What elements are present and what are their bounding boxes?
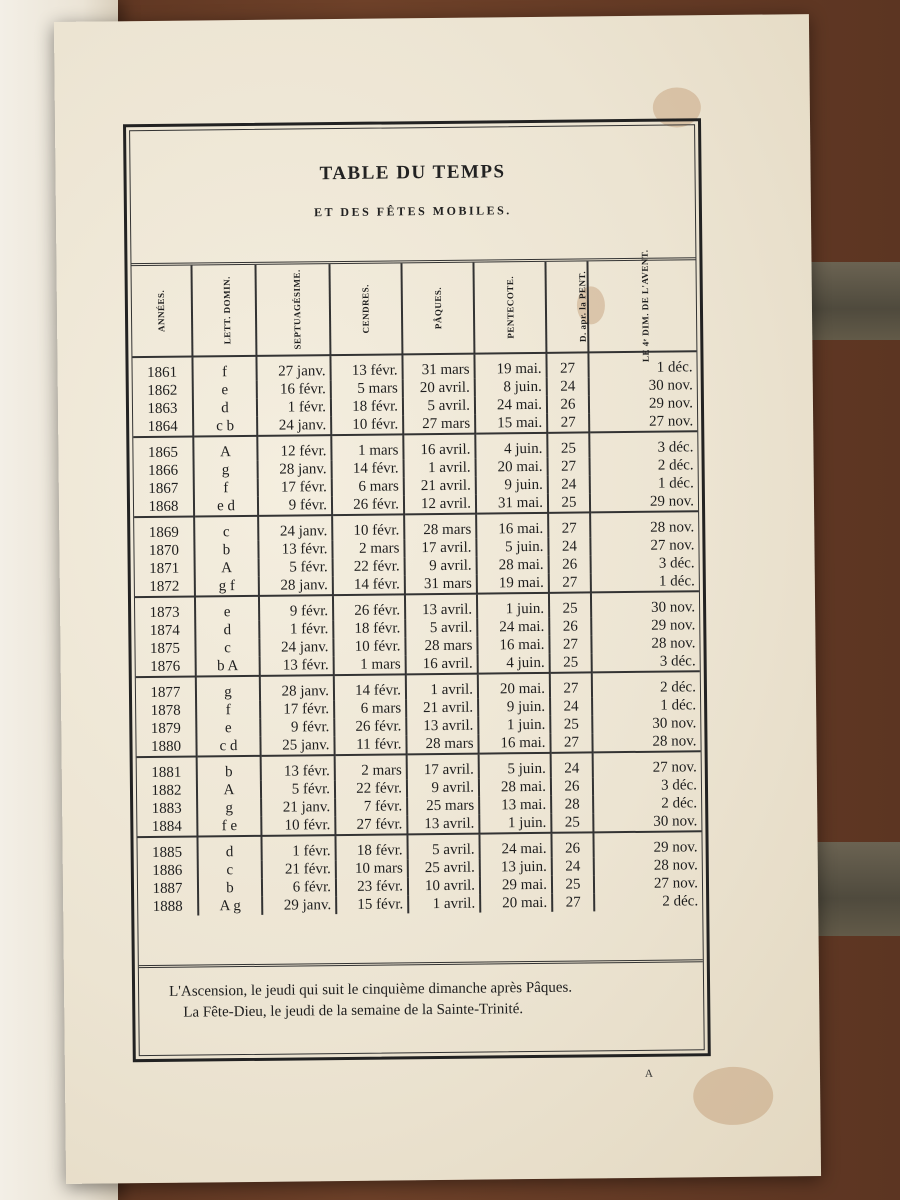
table-cell: 9 juin. xyxy=(478,698,550,717)
table-cell: d xyxy=(197,836,261,862)
table-cell: 1884 xyxy=(137,818,197,838)
table-cell: 25 xyxy=(549,592,591,617)
column-header: LETT. DOMIN. xyxy=(191,265,256,357)
table-cell: 26 xyxy=(549,617,591,635)
table-cell: c b xyxy=(193,417,257,437)
table-cell: 17 févr. xyxy=(258,478,332,497)
table-header xyxy=(130,125,695,266)
table-cell: 7 févr. xyxy=(335,797,407,816)
table-cell: 1 avril. xyxy=(404,459,476,478)
table-cell: b xyxy=(198,879,262,898)
table-cell: 1868 xyxy=(134,498,194,518)
table-cell: 21 avril. xyxy=(404,477,476,496)
signature-mark: A xyxy=(644,1067,653,1080)
table-cell: 1 déc. xyxy=(660,697,697,714)
table-cell: A xyxy=(195,559,259,578)
table-cell: 1 févr. xyxy=(261,835,335,861)
table-cell: 24 janv. xyxy=(259,638,333,657)
table-cell: b xyxy=(197,756,261,782)
table-cell: 9 juin. xyxy=(476,476,548,495)
table-cell: 25 xyxy=(552,875,594,893)
table-cell: 18 févr. xyxy=(331,397,403,416)
table-cell: 15 mai. xyxy=(475,414,547,434)
table-cell: 1 déc. xyxy=(656,359,693,376)
table-cell: 13 avril. xyxy=(405,594,477,620)
table-cell: 5 juin. xyxy=(479,753,551,779)
table-cell: b A xyxy=(196,657,260,677)
table-cell: 5 mars xyxy=(331,379,403,398)
table-cell: 31 mai. xyxy=(476,494,548,514)
table-cell: 1881 xyxy=(137,757,197,783)
table-cell: 27 xyxy=(550,733,592,752)
table-cell: f xyxy=(196,701,260,720)
table-cell: 29 nov. xyxy=(653,839,698,856)
table-cell: g xyxy=(194,461,258,480)
table-cell: 6 mars xyxy=(332,477,404,496)
table-cell: 29 mai. xyxy=(480,876,552,895)
table-cell: 13 mai. xyxy=(479,796,551,815)
table-cell: 25 avril. xyxy=(408,859,480,878)
table-cell: 1 févr. xyxy=(259,620,333,639)
table-cell: 28 janv. xyxy=(258,460,332,479)
table-cell: 24 mai. xyxy=(479,833,551,859)
table-cell: 1866 xyxy=(134,462,194,481)
table-cell: 21 févr. xyxy=(262,860,336,879)
table-cell: 28 mai. xyxy=(477,556,549,575)
table-cell: 31 mars xyxy=(402,354,474,380)
table-cell: 16 févr. xyxy=(257,380,331,399)
table-cell: 27 xyxy=(549,635,591,653)
table-cell: 1875 xyxy=(135,640,195,659)
table-cell: 24 xyxy=(550,697,592,715)
table-cell: A xyxy=(197,781,261,800)
table-cell: 28 nov. xyxy=(650,519,695,536)
table-cell: 1879 xyxy=(136,720,196,739)
table-cell: 19 mai. xyxy=(477,574,549,594)
table-cell: d xyxy=(195,621,259,640)
table-cell: 28 nov. xyxy=(651,635,696,652)
table-cell: 2 déc. xyxy=(661,795,698,812)
table-cell: 27 xyxy=(546,352,588,377)
table-cell: 1876 xyxy=(136,658,196,678)
table-cell: 1 juin. xyxy=(479,814,551,834)
table-cell: 27 nov. xyxy=(650,537,695,554)
table-cell: b xyxy=(194,541,258,560)
table-cell: 28 mars xyxy=(406,735,478,755)
table-cell: 28 mars xyxy=(404,514,476,540)
table-cell: 12 févr. xyxy=(257,435,331,461)
table-cell: 1874 xyxy=(135,622,195,641)
table-cell: 13 juin. xyxy=(480,858,552,877)
table-cell: 29 nov. xyxy=(651,617,696,634)
table-cell: 1869 xyxy=(134,517,194,543)
table-cell: 28 xyxy=(551,795,593,813)
table-cell: 1864 xyxy=(133,418,193,438)
table-cell: 31 mars xyxy=(405,575,477,595)
table-cell: 20 avril. xyxy=(403,379,475,398)
table-cell: 18 févr. xyxy=(333,619,405,638)
table-cell: g xyxy=(197,799,261,818)
table-cell: 10 févr. xyxy=(331,415,403,435)
table-cell: 25 xyxy=(550,653,592,672)
table-cell: 9 févr. xyxy=(258,496,332,516)
table-cell: A xyxy=(193,436,257,462)
table-cell: 24 janv. xyxy=(258,515,332,541)
table-cell: 27 xyxy=(550,672,592,697)
table-cell: 27 xyxy=(552,893,594,911)
table-cell: 30 nov. xyxy=(652,715,697,732)
fete-dieu-note: La Fête-Dieu, le jeudi de la semaine de la Sainte-Trinité. xyxy=(183,1001,524,1021)
table-cell: 1 déc. xyxy=(591,572,699,592)
table-cell: g xyxy=(196,676,260,702)
table-cell: 24 xyxy=(551,752,593,777)
table-cell: 17 févr. xyxy=(260,700,334,719)
table-cell: 9 févr. xyxy=(259,595,333,621)
table-cell: 21 janv. xyxy=(261,798,335,817)
table-cell: 2 mars xyxy=(332,539,404,558)
table-cell: 1 avril. xyxy=(408,895,480,914)
column-header: PENTECOTE. xyxy=(473,262,546,354)
table-cell: 1862 xyxy=(133,382,193,401)
table-cell: 28 nov. xyxy=(653,857,698,874)
table-cell: 25 xyxy=(551,813,593,832)
table-cell: f e xyxy=(197,817,261,837)
table-cell: 1867 xyxy=(134,480,194,499)
table-cell: c xyxy=(198,861,262,880)
table-cell: 1885 xyxy=(137,837,197,863)
table-cell: 10 mars xyxy=(336,859,408,878)
table-cell: 13 févr. xyxy=(260,656,334,676)
table-cell: 4 juin. xyxy=(478,654,550,674)
table-cell: 20 mai. xyxy=(478,673,550,699)
table-cell: 26 xyxy=(551,832,593,857)
column-header: LE 4ᵉ DIM. DE L'AVENT. xyxy=(587,260,696,352)
table-cell: 24 xyxy=(548,537,590,555)
table-cell: 16 mai. xyxy=(477,636,549,655)
table-cell: 14 févr. xyxy=(332,459,404,478)
table-cell: 27 nov. xyxy=(653,875,699,892)
table-cell: 28 janv. xyxy=(259,576,333,596)
table-cell: 25 xyxy=(547,432,589,457)
table-cell: 1880 xyxy=(136,738,196,758)
table-cell: 27 xyxy=(549,573,591,592)
table-cell: 28 mars xyxy=(405,637,477,656)
table-cell: 28 janv. xyxy=(260,675,334,701)
stain xyxy=(693,1067,774,1126)
table-cell: 3 déc. xyxy=(661,777,698,794)
table-cell: 16 mai. xyxy=(476,513,548,539)
table-cell: f xyxy=(192,356,256,382)
table-cell: e xyxy=(196,719,260,738)
ascension-note: L'Ascension, le jeudi qui suit le cinquième dimanche après Pâques. xyxy=(169,979,573,1000)
table-cell: 5 avril. xyxy=(403,397,475,416)
table-cell: 24 mai. xyxy=(477,618,549,637)
table-cell: 9 févr. xyxy=(260,718,334,737)
table-cell: 13 févr. xyxy=(330,354,402,380)
table-cell: 13 févr. xyxy=(261,755,335,781)
table-cell: c d xyxy=(196,737,260,757)
table-cell: 24 mai. xyxy=(475,396,547,415)
table-cell: 25 xyxy=(548,493,590,512)
table-cell: 1878 xyxy=(136,702,196,721)
table-cell: 24 xyxy=(547,377,589,395)
table-cell: d xyxy=(193,399,257,418)
table-cell: 10 févr. xyxy=(333,637,405,656)
column-header: PÂQUES. xyxy=(401,263,474,355)
book-page xyxy=(54,14,821,1184)
table-cell: 24 xyxy=(548,475,590,493)
table-cell: 28 mai. xyxy=(479,778,551,797)
table-cell: 13 avril. xyxy=(406,717,478,736)
table-cell: 6 mars xyxy=(334,699,406,718)
table-cell: 1872 xyxy=(135,578,195,598)
table-cell: 5 févr. xyxy=(261,780,335,799)
table-cell: 16 avril. xyxy=(403,434,475,460)
table-cell: 27 févr. xyxy=(335,815,407,835)
table-cell: 2 déc. xyxy=(657,457,694,474)
table-cell: 4 juin. xyxy=(475,433,547,459)
table-frame xyxy=(123,118,711,1062)
table-cell: 3 déc. xyxy=(658,555,695,572)
table-cell: 5 juin. xyxy=(476,538,548,557)
table-cell: 6 févr. xyxy=(262,878,336,897)
table-cell: 19 mai. xyxy=(474,353,546,379)
table-cell: 22 févr. xyxy=(335,779,407,798)
table-cell: 2 déc. xyxy=(660,679,697,696)
page-subtitle: ET DES FÊTES MOBILES. xyxy=(314,203,512,220)
table-cell: 16 mai. xyxy=(478,734,550,754)
table-cell: 1883 xyxy=(137,800,197,819)
table-cell: 1 mars xyxy=(331,434,403,460)
table-cell: 1861 xyxy=(132,357,192,383)
table-cell: f xyxy=(194,479,258,498)
table-cell: 26 févr. xyxy=(333,594,405,620)
table-cell: 23 févr. xyxy=(336,877,408,896)
column-header: D. apr. la PENT. xyxy=(545,261,588,352)
table-cell: 26 xyxy=(549,555,591,573)
table-cell: 27 janv. xyxy=(256,355,330,381)
table-cell: g f xyxy=(195,577,259,597)
table-cell: 26 xyxy=(547,395,589,413)
table-cell: 5 avril. xyxy=(407,834,479,860)
table-cell: 29 nov. xyxy=(590,492,698,512)
table-cell: 27 nov. xyxy=(589,412,697,432)
table-cell: 1 juin. xyxy=(477,593,549,619)
table-cell: 1887 xyxy=(138,880,198,899)
table-cell: 1 déc. xyxy=(657,475,694,492)
table-cell: 10 févr. xyxy=(332,514,404,540)
column-header: SEPTUAGÉSIME. xyxy=(255,264,330,356)
table-cell: 13 avril. xyxy=(407,815,479,835)
column-header: CENDRES. xyxy=(329,263,402,355)
table-cell: 10 avril. xyxy=(408,877,480,896)
table-cell: 14 févr. xyxy=(333,575,405,595)
table-cell: 20 mai. xyxy=(480,894,552,913)
table-cell: c xyxy=(195,639,259,658)
table-body xyxy=(132,351,702,916)
table-cell: 27 nov. xyxy=(652,759,697,776)
table-cell: 13 févr. xyxy=(258,540,332,559)
table-cell: 25 janv. xyxy=(260,736,334,756)
table-cell: e xyxy=(193,381,257,400)
table-cell: 11 févr. xyxy=(334,735,406,755)
table-cell: 1886 xyxy=(138,862,198,881)
table-cell: 1 juin. xyxy=(478,716,550,735)
table-cell: 1873 xyxy=(135,597,195,623)
table-cell: 26 xyxy=(551,777,593,795)
table-cell: 2 déc. xyxy=(662,893,699,910)
table-cell: 21 avril. xyxy=(406,699,478,718)
table-cell: 26 févr. xyxy=(334,717,406,736)
table-cell: 20 mai. xyxy=(476,458,548,477)
table-cell: 30 nov. xyxy=(648,377,693,394)
table-cell: 25 xyxy=(550,715,592,733)
table-cell: 16 avril. xyxy=(406,655,478,675)
table-cell: 26 févr. xyxy=(332,495,404,515)
table-cell: 17 avril. xyxy=(404,539,476,558)
table-cell: 1888 xyxy=(138,898,198,917)
table-cell: 22 févr. xyxy=(333,557,405,576)
table-cell: 10 févr. xyxy=(261,816,335,836)
table-cell: e xyxy=(195,596,259,622)
column-header: ANNÉES. xyxy=(131,266,192,358)
table-cell: 28 nov. xyxy=(592,732,700,752)
table-cell: c xyxy=(194,516,258,542)
table-cell: 9 avril. xyxy=(407,779,479,798)
table-cell: 24 janv. xyxy=(257,416,331,436)
table-cell: 9 avril. xyxy=(405,557,477,576)
page-title: TABLE DU TEMPS xyxy=(319,161,506,185)
table-cell: 24 xyxy=(552,857,594,875)
table-cell: 15 févr. xyxy=(336,895,408,914)
table-cell: 25 mars xyxy=(407,797,479,816)
table-cell: 3 déc. xyxy=(657,439,694,456)
table-cell: 2 mars xyxy=(335,754,407,780)
movable-feasts-table xyxy=(131,249,702,916)
table-cell: 1870 xyxy=(134,542,194,561)
table-cell: A g xyxy=(198,897,262,916)
footer-notes xyxy=(139,959,704,1055)
table-cell: 5 févr. xyxy=(259,558,333,577)
table-cell: 18 févr. xyxy=(335,834,407,860)
table-cell: 12 avril. xyxy=(404,495,476,515)
table-cell: 17 avril. xyxy=(407,754,479,780)
table-cell: 1 mars xyxy=(334,655,406,675)
table-cell: 1877 xyxy=(136,677,196,703)
column-header-row xyxy=(131,260,696,357)
table-cell: 27 xyxy=(547,413,589,432)
table-cell: e d xyxy=(194,497,258,517)
table-cell: 27 xyxy=(548,457,590,475)
table-cell: 1 avril. xyxy=(406,674,478,700)
table-cell: 30 nov. xyxy=(650,599,696,616)
table-cell: 1871 xyxy=(135,560,195,579)
table-cell: 27 mars xyxy=(403,415,475,435)
table-cell: 29 janv. xyxy=(262,896,336,915)
table-cell: 29 nov. xyxy=(648,395,694,412)
table-cell: 27 xyxy=(548,512,590,537)
table-cell: 1 févr. xyxy=(257,398,331,417)
table-cell: 30 nov. xyxy=(593,812,701,832)
table-cell: 5 avril. xyxy=(405,619,477,638)
table-cell: 14 févr. xyxy=(334,674,406,700)
table-cell: 3 déc. xyxy=(592,652,700,672)
table-cell: 1865 xyxy=(133,437,193,463)
table-cell: 1863 xyxy=(133,400,193,419)
table-cell: 1882 xyxy=(137,782,197,801)
table-cell: 8 juin. xyxy=(475,378,547,397)
